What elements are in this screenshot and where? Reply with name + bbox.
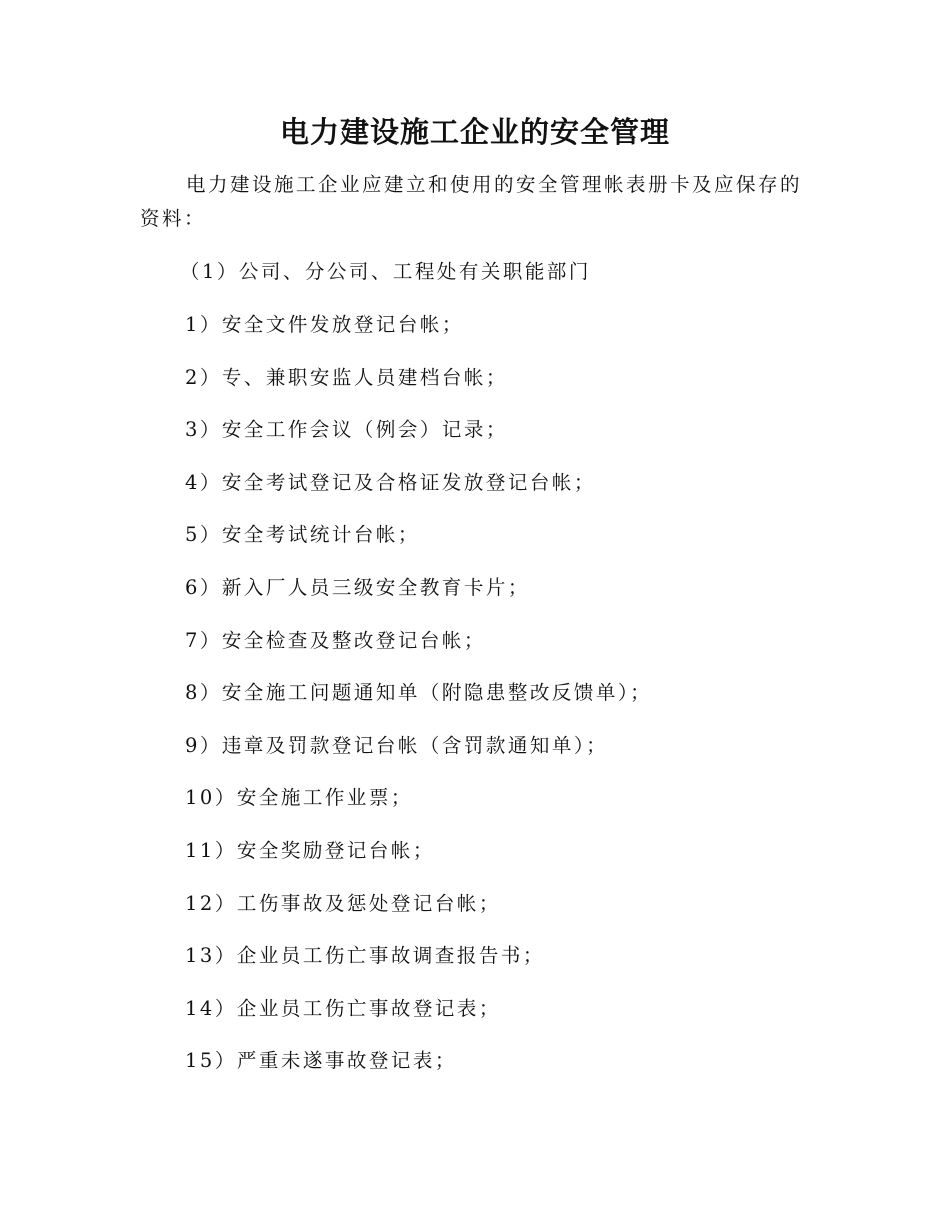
document-title: 电力建设施工企业的安全管理 <box>279 115 670 149</box>
section-heading: （1）公司、分公司、工程处有关职能部门 <box>180 260 591 283</box>
record-list <box>185 308 652 1097</box>
list-item: 3）安全工作会议（例会）记录； <box>185 418 508 442</box>
list-item: 4）安全考试登记及合格证发放登记台帐； <box>185 470 596 494</box>
list-item: 2）专、兼职安监人员建档台帐； <box>185 365 508 389</box>
list-item: 1）安全文件发放登记台帐； <box>185 313 464 336</box>
list-item: 10）安全施工作业票； <box>185 786 413 810</box>
list-item: 15）严重未遂事故登记表； <box>185 1049 457 1073</box>
list-item: 12）工伤事故及惩处登记台帐； <box>185 891 501 915</box>
list-item: 11）安全奖励登记台帐； <box>185 838 435 862</box>
intro-paragraph: 电力建设施工企业应建立和使用的安全管理帐表册卡及应保存的资料： <box>140 173 803 230</box>
list-item: 7）安全检查及整改登记台帐； <box>185 628 486 652</box>
list-item: 14）企业员工伤亡事故登记表； <box>185 996 501 1020</box>
list-item: 13）企业员工伤亡事故调查报告书； <box>185 944 545 968</box>
list-item: 9）违章及罚款登记台帐（含罚款通知单）； <box>185 733 609 757</box>
list-item: 8）安全施工问题通知单（附隐患整改反馈单）； <box>185 681 653 705</box>
list-item: 5）安全考试统计台帐； <box>185 523 420 547</box>
list-item: 6）新入厂人员三级安全教育卡片； <box>185 575 530 599</box>
